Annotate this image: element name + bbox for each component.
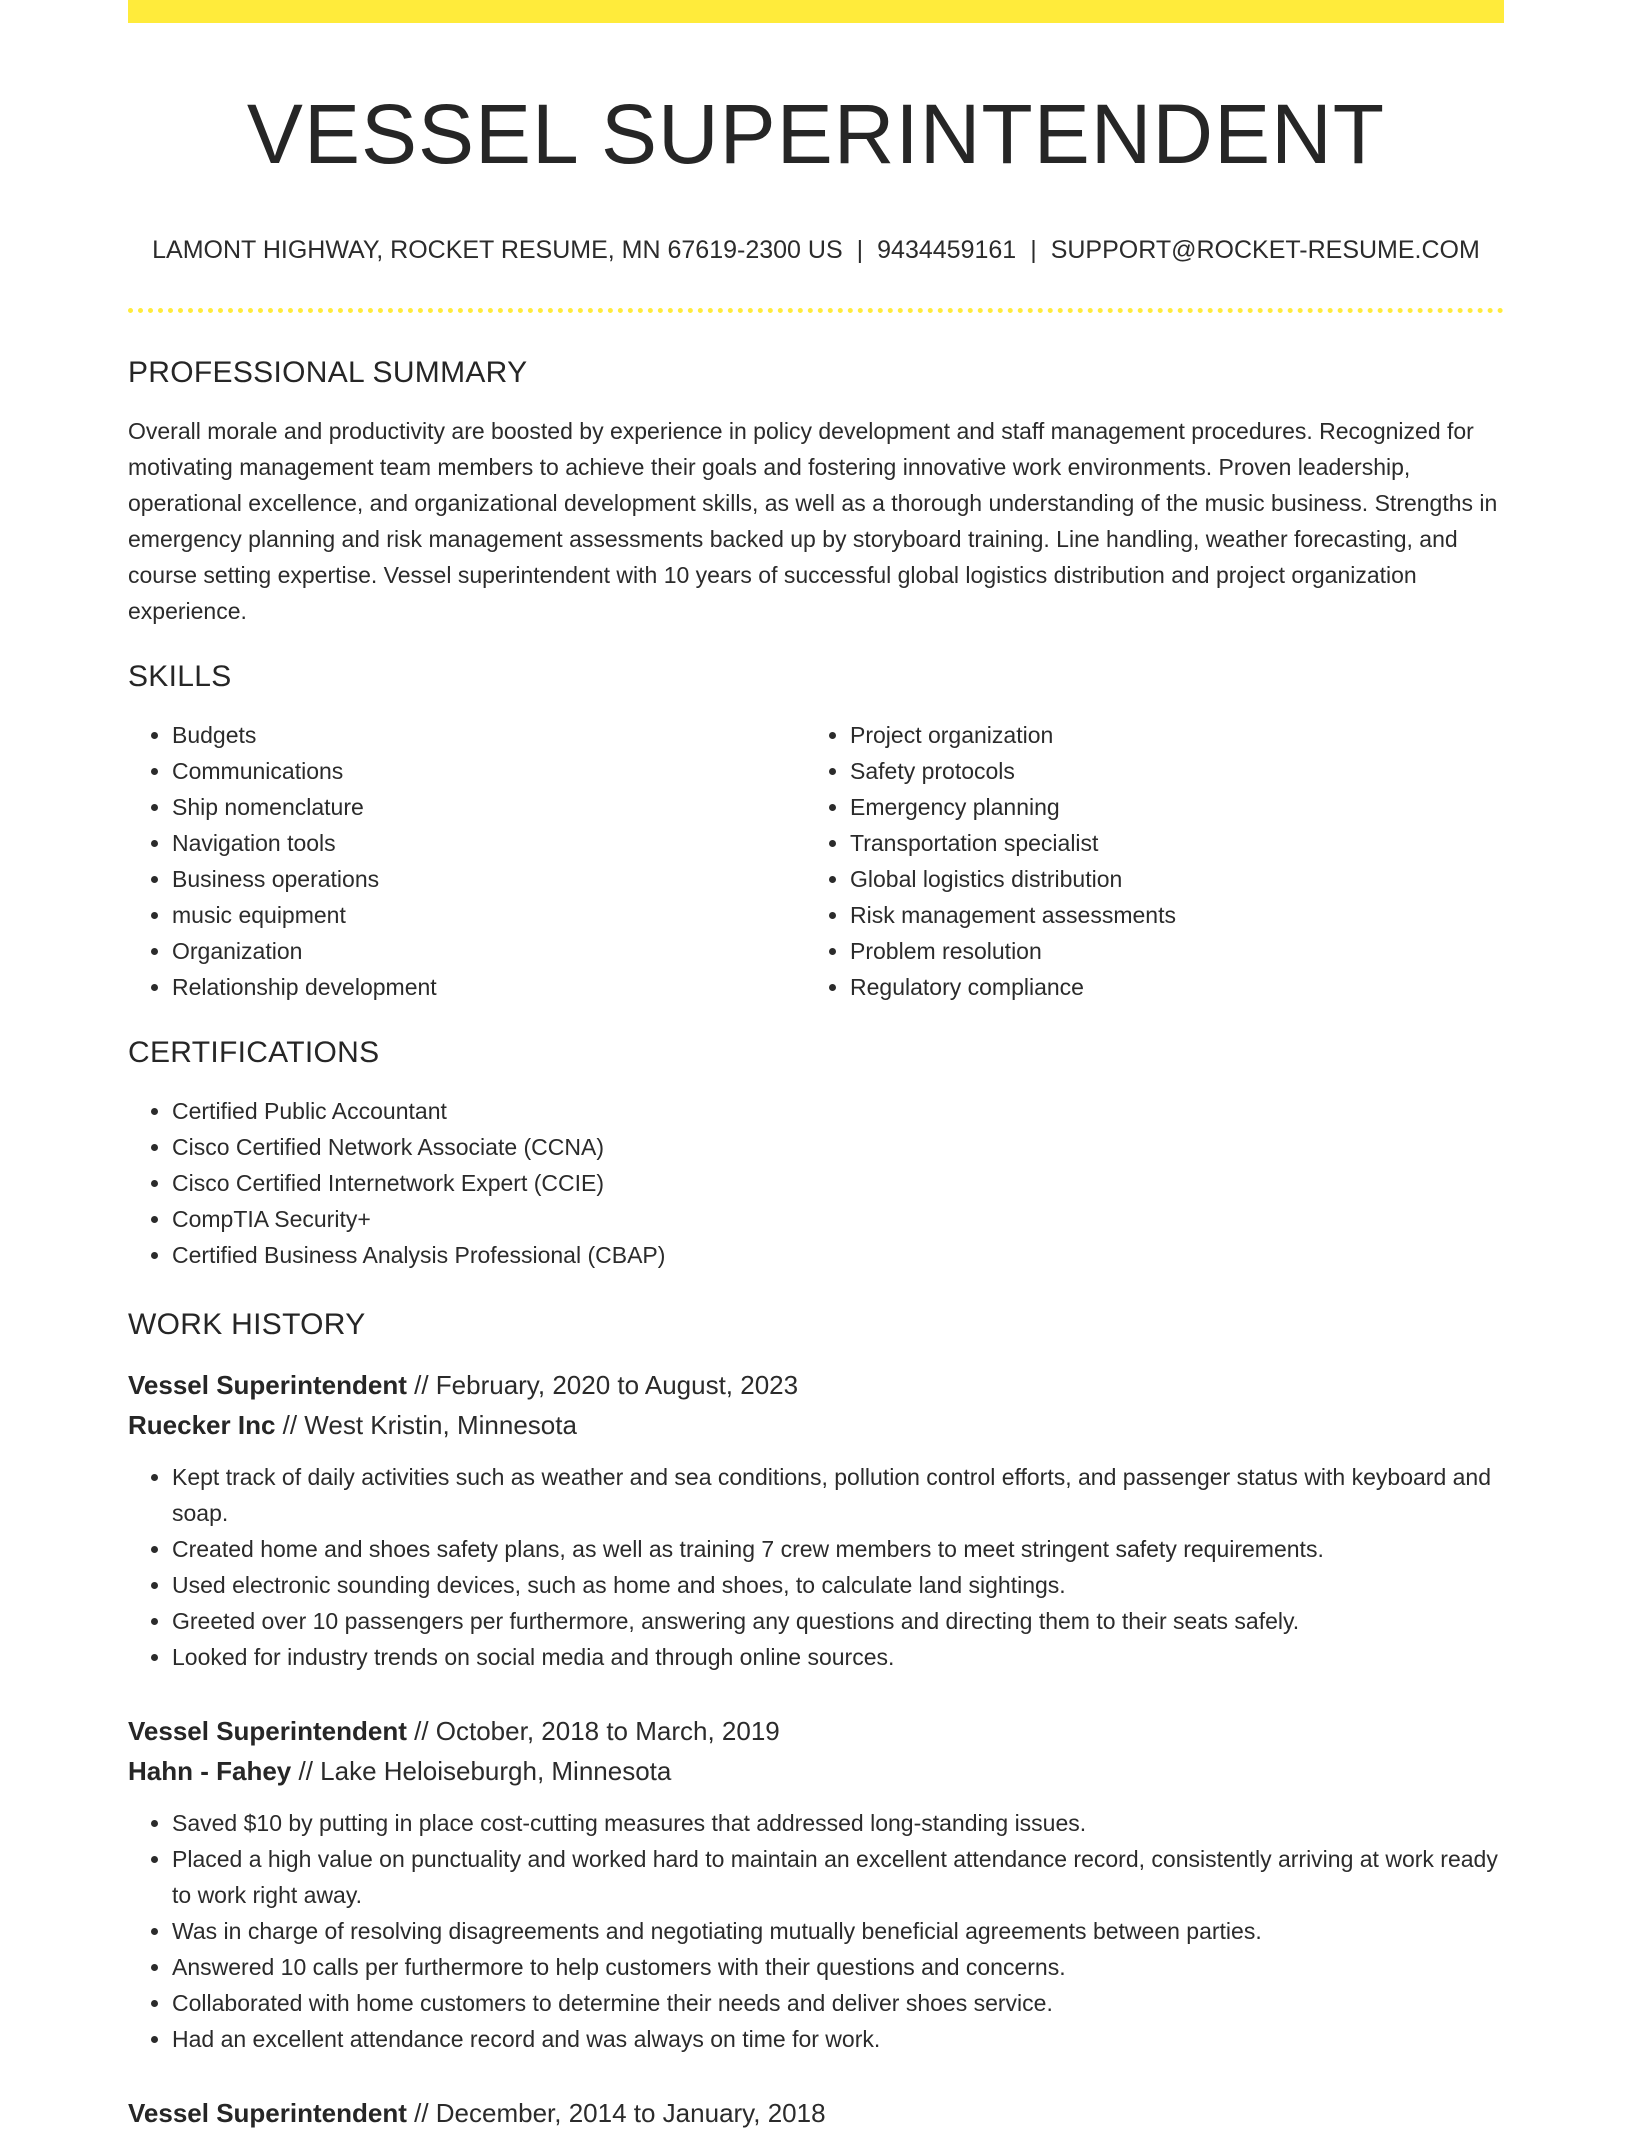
skills-list-left [128,717,806,1005]
dotted-divider [128,308,1504,313]
job-entry [128,2093,1504,2133]
contact-phone: 9434459161 [877,236,1017,264]
contact-address: LAMONT HIGHWAY, ROCKET RESUME, MN 67619-2300 US [152,236,843,264]
job-bullet: • Answered 10 calls per furthermore to help customers with their questions and concerns. [172,1949,1504,1985]
certification-item: • Cisco Certified Network Associate (CCNA) [172,1129,1504,1165]
job-title-line [128,1365,1504,1405]
job-entry [128,1711,1504,2057]
skill-item: • Organization [172,933,806,969]
job-location: // Lake Heloiseburgh, Minnesota [291,1756,672,1786]
job-bullet: • Saved $10 by putting in place cost-cutting measures that addressed long-standing issues. [172,1805,1504,1841]
contact-separator: | [1030,236,1037,264]
skill-item: • Ship nomenclature [172,789,806,825]
skill-item: • Safety protocols [850,753,1484,789]
skill-item: • Global logistics distribution [850,861,1484,897]
certifications-heading: CERTIFICATIONS [128,1036,380,1069]
job-dates: // February, 2020 to August, 2023 [406,1370,799,1400]
job-company: Hahn - Fahey [128,1756,292,1786]
skills-heading: SKILLS [128,660,232,693]
certification-item: • Certified Business Analysis Professional (CBAP) [172,1237,1504,1273]
skill-item: • Business operations [172,861,806,897]
job-entry [128,1365,1504,1675]
job-bullet: • Was in charge of resolving disagreements and negotiating mutually beneficial agreements between parties. [172,1913,1504,1949]
certification-item: • Certified Public Accountant [172,1093,1504,1129]
job-title-line [128,2093,1504,2133]
job-bullet: • Collaborated with home customers to determine their needs and deliver shoes service. [172,1985,1504,2021]
job-bullet: • Created home and shoes safety plans, as well as training 7 crew members to meet stringent safety requirements. [172,1531,1504,1567]
job-bullet: • Greeted over 10 passengers per furthermore, answering any questions and directing them to their seats safely. [172,1603,1504,1639]
skills-list-right [806,717,1484,1005]
job-dates: // October, 2018 to March, 2019 [406,1716,780,1746]
job-bullet: • Placed a high value on punctuality and worked hard to maintain an excellent attendance record, consistently arriving at work ready to work right away. [172,1841,1504,1913]
skill-item: • Project organization [850,717,1484,753]
accent-bar [128,0,1504,23]
page-title: VESSEL SUPERINTENDENT [246,87,1386,181]
skill-item: • Regulatory compliance [850,969,1484,1005]
skill-item: • Relationship development [172,969,806,1005]
job-bullet: • Looked for industry trends on social media and through online sources. [172,1639,1504,1675]
job-company: Ruecker Inc [128,1410,276,1440]
job-company-line [128,1751,1504,1791]
certification-item: • CompTIA Security+ [172,1201,1504,1237]
job-title-line [128,1711,1504,1751]
skill-item: • Navigation tools [172,825,806,861]
job-bullets [128,1805,1504,2057]
job-role: Vessel Superintendent [128,2098,407,2128]
skill-item: • Communications [172,753,806,789]
skill-item: • music equipment [172,897,806,933]
certifications-list [128,1093,1504,1273]
job-role: Vessel Superintendent [128,1370,407,1400]
skills-grid [128,717,1504,1005]
work-history-heading: WORK HISTORY [128,1308,366,1341]
resume-page [128,0,1504,2133]
skill-item: • Emergency planning [850,789,1484,825]
summary-heading: PROFESSIONAL SUMMARY [128,356,528,389]
skill-item: • Budgets [172,717,806,753]
contact-separator: | [856,236,864,264]
job-dates: // December, 2014 to January, 2018 [406,2098,826,2128]
job-bullet: • Kept track of daily activities such as weather and sea conditions, pollution control efforts, and passenger status with keyboard and soap. [172,1459,1504,1531]
contact-line [128,234,1504,266]
certification-item: • Cisco Certified Internetwork Expert (CCIE) [172,1165,1504,1201]
job-bullet: • Had an excellent attendance record and was always on time for work. [172,2021,1504,2057]
job-bullet: • Used electronic sounding devices, such as home and shoes, to calculate land sightings. [172,1567,1504,1603]
job-location: // West Kristin, Minnesota [275,1410,577,1440]
job-role: Vessel Superintendent [128,1716,407,1746]
skill-item: • Transportation specialist [850,825,1484,861]
job-company-line [128,1405,1504,1445]
contact-email[interactable]: SUPPORT@ROCKET-RESUME.COM [1050,236,1480,264]
skill-item: • Problem resolution [850,933,1484,969]
skill-item: • Risk management assessments [850,897,1484,933]
job-bullets [128,1459,1504,1675]
summary-text: Overall morale and productivity are boosted by experience in policy development and staff management procedures. Recognized for motivating management team members to achieve their goals and fostering innovative work environments. Proven leadership, operational excellence, and organizational development skills, as well as a thorough understanding of the music business. Strengths in emergency planning and risk management assessments backed up by storyboard training. Line handling, weather forecasting, and course setting expertise. Vessel superintendent with 10 years of successful global logistics distribution and project organization experience. [128,418,1498,624]
